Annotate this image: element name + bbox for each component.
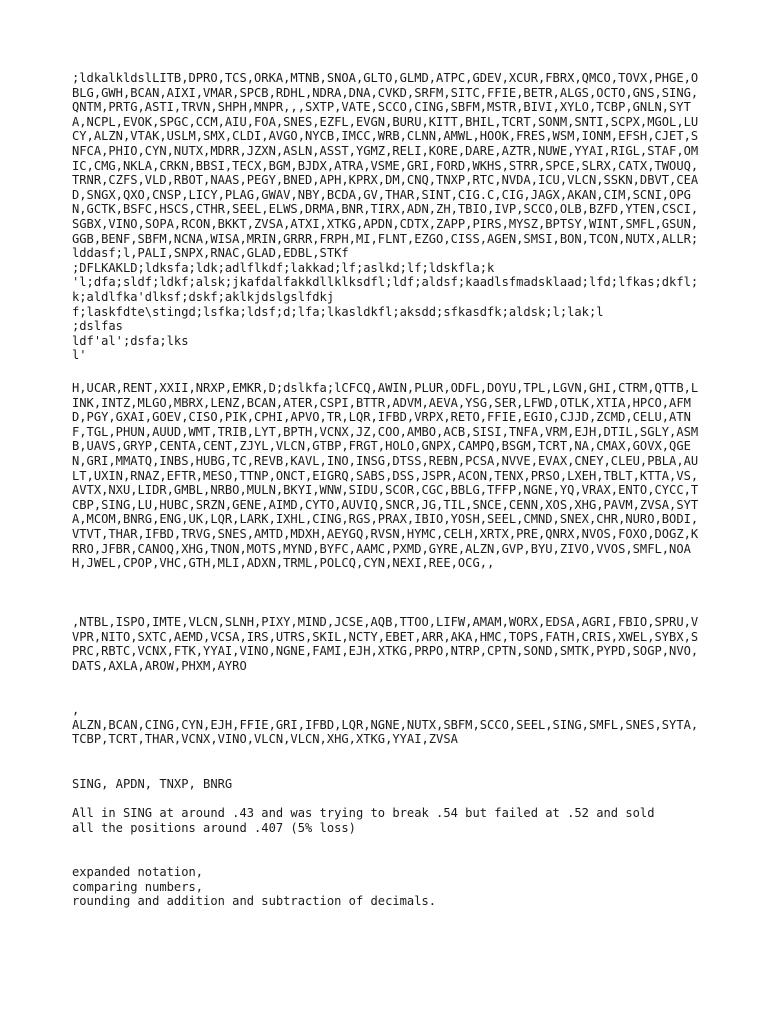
ticker-list-block: H,UCAR,RENT,XXII,NRXP,EMKR,D;dslkfa;lCFCQ,AWIN,PLUR,ODFL,DOYU,TPL,LGVN,GHI,CTRM,QTTB,LINK,INTZ,MLGO,MBRX,LENZ,BCAN,ATER,CSPI,BTTR,ADVM,AEVA,YSG,SER,LFWD,OTLK,XTIA,HPCO,AFMD,PGY,GXAI,GOEV,CISO,PIK,CPHI,APVO,TR,LQR,IFBD,VRPX,RETO,FFIE,EGIO,CJJD,ZCMD,CELU,ATNF,TGL,PHUN,AUUD,WMT,TRIB,LYT,BPTH,VCNX,JZ,COO,AMBO,ACB,SISI,TNFA,VRM,EJH,DTIL,SGLY,ASMB,UAVS,GRYP,CENTA,CENT,ZJYL,VLCN,GTBP,FRGT,HOLO,GNPX,CAMPQ,BSGM,TCRT,NA,CMAX,GOVX,QGEN,GRI,MMATQ,INBS,HUBG,TC,REVB,KAVL,INO,INSG,DTSS,REBN,PCSA,NVVE,EVAX,CNEY,CLEU,PBLA,AULT,UXIN,RNAZ,EFTR,MESO,TTNP,ONCT,EIGRQ,SABS,DSS,JSPR,ACON,TENX,PRSO,LXEH,TBLT,KTTA,VS,AVTX,NXU,LIDR,GMBL,NRBO,MULN,BKYI,WNW,SIDU,SCOR,CGC,BBLG,TFFP,NGNE,YQ,VRAX,ENTO,CYCC,TCBP,SING,LU,HUBC,SRZN,GENE,AIMD,CYTO,AUVIQ,SNCR,JG,TIL,SNCE,CENN,XOS,XHG,PAVM,ZVSA,SYTA,MCOM,BNRG,ENG,UK,LQR,LARK,IXHL,CING,RGS,PRAX,IBIO,YOSH,SEEL,CMND,SNEX,CHR,NURO,BODI,VTVT,THAR,IFBD,TRVG,SNES,AMTD,MDXH,AEYGQ,RVSN,HYMC,CELH,XRTX,PRE,QNRX,NVOS,FOXO,DOGZ,KRRO,JFBR,CANOQ,XHG,TNON,MOTS,MYND,BYFC,AAMC,PXMD,GYRE,ALZN,GVP,BYU,ZIVO,VVOS,SMFL,NOAH,JWEL,CPOP,VHC,GTH,MLI,ADXN,TRML,POLCQ,CYN,NEXI,REE,OCG,, — [72, 381, 699, 571]
math-topics-note: expanded notation, comparing numbers, rounding and addition and subtraction of decimals. — [72, 865, 437, 909]
watchlist-line: SING, APDN, TNXP, BNRG — [72, 777, 233, 791]
ticker-list-block: ;ldkalkldslLITB,DPRO,TCS,ORKA,MTNB,SNOA,GLTO,GLMD,ATPC,GDEV,XCUR,FBRX,QMCO,TOVX,PHGE,OBLG,GWH,BCAN,AIXI,VMAR,SPCB,RDHL,NDRA,DNA,CVKD,SRFM,SITC,FFIE,BETR,ALGS,OCTO,GNS,SING,QNTM,PRTG,ASTI,TRVN,SHPH,MNPR,,,SXTP,VATE,SCCO,CING,SBFM,MSTR,BIVI,XYLO,TCBP,GNLN,SYTA,NCPL,EVOK,SPGC,CCM,AIU,FOA,SNES,EZFL,EVGN,BURU,KITT,BHIL,TCRT,SONM,SNTI,SCPX,MGOL,LUCY,ALZN,VTAK,USLM,SMX,CLDI,AVGO,NYCB,IMCC,WRB,CLNN,AMWL,HOOK,FRES,WSM,IONM,EFSH,CJET,SNFCA,PHIO,CYN,NUTX,MDRR,JZXN,ASLN,ASST,YGMZ,RELI,KORE,DARE,AZTR,NUWE,YYAI,RIGL,STAF,OMIC,CMG,NKLA,CRKN,BBSI,TECX,BGM,BJDX,ATRA,VSME,GRI,FORD,WKHS,STRR,SPCE,SLRX,CATX,TWOUQ,TRNR,CZFS,VLD,RBOT,NAAS,PEGY,BNED,APH,KPRX,DM,CNQ,TNXP,RTC,NVDA,ICU,VLCN,SSKN,DBVT,CEAD,SNGX,QXO,CNSP,LICY,PLAG,GWAV,NBY,BCDA,GV,THAR,SINT,CIG.C,CIG,JAGX,AKAN,CIM,SCNI,OPGN,GCTK,BSFC,HSCS,CTHR,SEEL,ELWS,DRMA,BNR,TIRX,ADN,ZH,TBIO,IVP,SCCO,OLB,BZFD,YTEN,CSCI,SGBX,VINO,SOPA,RCON,BKKT,ZVSA,ATXI,XTKG,APDN,CDTX,ZAPP,PIRS,MYSZ,BPTSY,WINT,SMFL,GSUN,GGB,BENF,SBFM,NCNA,WISA,MRIN,GRRR,FRPH,MI,FLNT,EZGO,CISS,AGEN,SMSI,BON,TCON,NUTX,ALLR;lddasf;l,PALI,SNPX,RNAC,GLAD,EDBL,STKf ;DFLKAKLD;ldksfa;ldk;adlflkdf;lakkad;lf;aslkd;lf;ldskfla;k 'l;dfa;sldf;ldkf;alsk;jkafdalfakkdllklksdfl;ldf;aldsf;kaadlsfmadsklaad;lfd;lfkas;dkfl;k;aldlfka'dlksf;dskf;aklkjdslgslfdkj f;laskfdte\stingd;lsfka;ldsf;d;lfa;lkasldkfl;aksdd;sfkasdfk;aldsk;l;lak;l ;dslfas ldf'al';dsfa;lks l' — [72, 71, 699, 363]
trade-note: All in SING at around .43 and was trying to break .54 but failed at .52 and sold all the positions around .407 (5% loss) — [72, 806, 655, 835]
sorted-ticker-list: , ALZN,BCAN,CING,CYN,EJH,FFIE,GRI,IFBD,LQR,NGNE,NUTX,SBFM,SCCO,SEEL,SING,SMFL,SNES,SYTA,TCBP,TCRT,THAR,VCNX,VINO,VLCN,VLCN,XHG,XTKG,YYAI,ZVSA — [72, 703, 699, 747]
ticker-list-block: ,NTBL,ISPO,IMTE,VLCN,SLNH,PIXY,MIND,JCSE,AQB,TTOO,LIFW,AMAM,WORX,EDSA,AGRI,FBIO,SPRU,VVPR,NITO,SXTC,AEMD,VCSA,IRS,UTRS,SKIL,NCTY,EBET,ARR,AKA,HMC,TOPS,FATH,CRIS,XWEL,SYBX,SPRC,RBTC,VCNX,FTK,YYAI,VINO,NGNE,FAMI,EJH,XTKG,PRPO,NTRP,CPTN,SOND,SMTK,PYPD,SOGP,NVO,DATS,AXLA,AROW,PHXM,AYRO — [72, 615, 699, 673]
